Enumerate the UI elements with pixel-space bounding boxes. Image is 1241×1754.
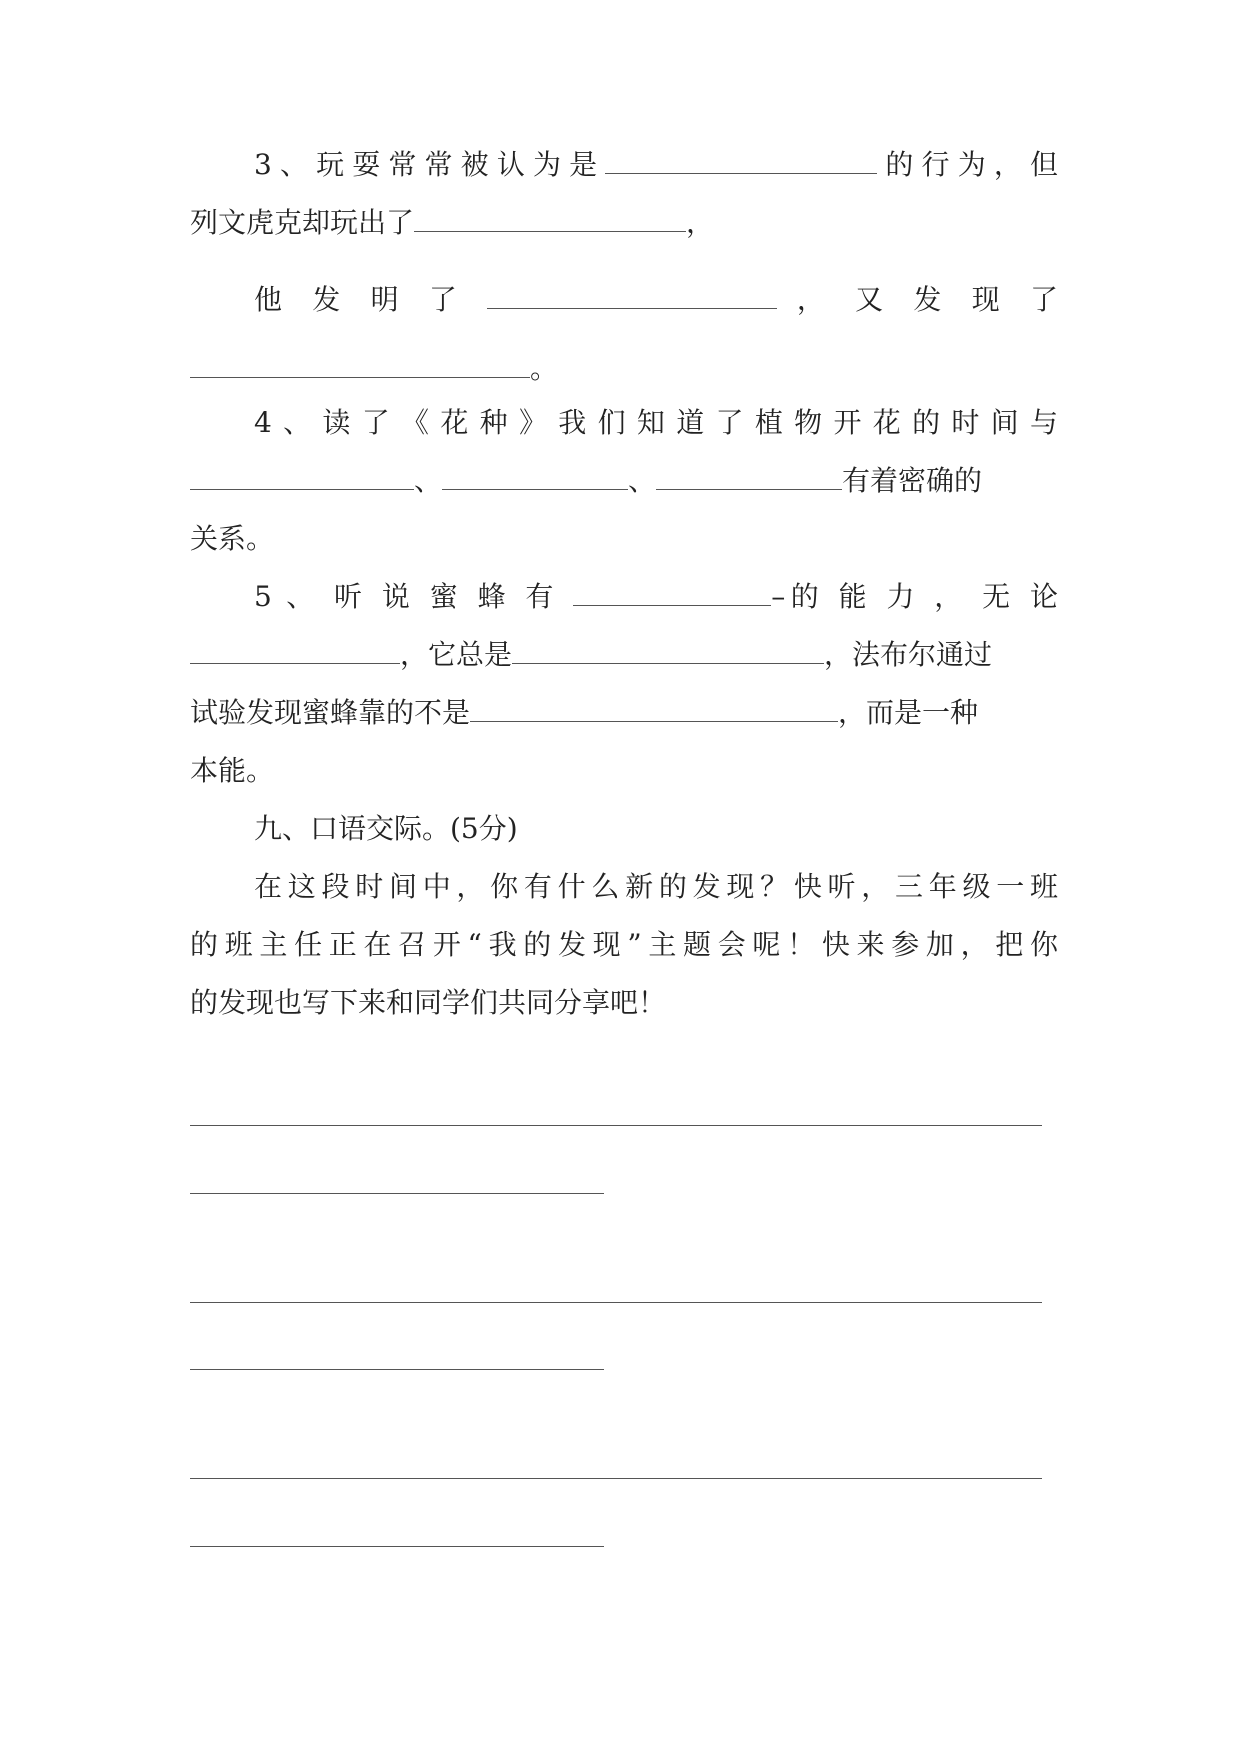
q3-blank-3[interactable] — [487, 280, 777, 309]
q5-text-3b: ，而是一种 — [838, 696, 979, 729]
q3-text-4b: 。 — [530, 352, 559, 385]
q3-line-3 — [190, 277, 1058, 323]
q5-text-3a: 试验发现蜜蜂靠的不是 — [190, 696, 471, 729]
q3-line-2 — [190, 200, 1058, 246]
q3-blank-1[interactable] — [605, 145, 877, 174]
q5-blank-1[interactable] — [573, 577, 771, 606]
q4-sep-2: 、 — [628, 464, 657, 497]
answer-line-2[interactable] — [190, 1193, 604, 1194]
q4-sep-1: 、 — [414, 464, 443, 497]
q4-blank-3[interactable] — [656, 461, 842, 490]
q5-line-3 — [190, 690, 1058, 736]
q3-text-1b: 的行为，但 — [877, 148, 1058, 181]
q3-text-2a: 列文虎克却玩出了 — [190, 206, 415, 239]
q5-blank-2[interactable] — [190, 635, 400, 664]
section9-prompt-2: 的班主任正在召开“我的发现”主题会呢！快来参加，把你 — [190, 928, 1058, 961]
q5-line-1 — [190, 574, 1058, 620]
section9-heading: 九、口语交际。(5分) — [254, 812, 518, 845]
q5-blank-3[interactable] — [512, 635, 824, 664]
answer-line-5[interactable] — [190, 1478, 1042, 1479]
q5-text-2c: ，法布尔通过 — [824, 638, 993, 671]
q5-line-4: 本能。 — [190, 754, 275, 787]
q4-line-3: 关系。 — [190, 522, 275, 555]
q5-line-2 — [190, 632, 1058, 678]
q4-blank-2[interactable] — [442, 461, 628, 490]
q3-blank-2[interactable] — [414, 203, 686, 232]
answer-line-1[interactable] — [190, 1125, 1042, 1126]
q3-line-4 — [190, 346, 1058, 392]
q4-text-2b: 有着密确的 — [842, 464, 983, 497]
q3-text-3a: 他 发 明 了 — [254, 283, 468, 316]
q5-text-1a: 5 、 听 说 蜜 蜂 有 — [254, 580, 559, 613]
answer-line-4[interactable] — [190, 1369, 604, 1370]
q3-text-1a: 3、玩耍常常被认为是 — [254, 148, 606, 181]
q4-line-1: 4、读了《花种》我们知道了植物开花的时间与 — [254, 406, 1058, 439]
answer-line-3[interactable] — [190, 1302, 1042, 1303]
answer-line-6[interactable] — [190, 1546, 604, 1547]
q5-text-1b: –的 能 力 ， 无 论 — [771, 580, 1058, 613]
q3-text-3b: ， 又 发 现 了 — [796, 283, 1059, 316]
q3-line-1 — [190, 142, 1058, 188]
q5-blank-4[interactable] — [470, 693, 838, 722]
q4-blank-1[interactable] — [190, 461, 414, 490]
section9-prompt-3: 的发现也写下来和同学们共同分享吧！ — [190, 986, 667, 1019]
q5-text-2b: ，它总是 — [400, 638, 513, 671]
q3-text-2b: ， — [686, 206, 715, 239]
section9-prompt-1: 在这段时间中，你有什么新的发现？快听，三年级一班 — [254, 870, 1058, 903]
q4-line-2 — [190, 458, 1058, 504]
q3-blank-4[interactable] — [190, 349, 530, 378]
